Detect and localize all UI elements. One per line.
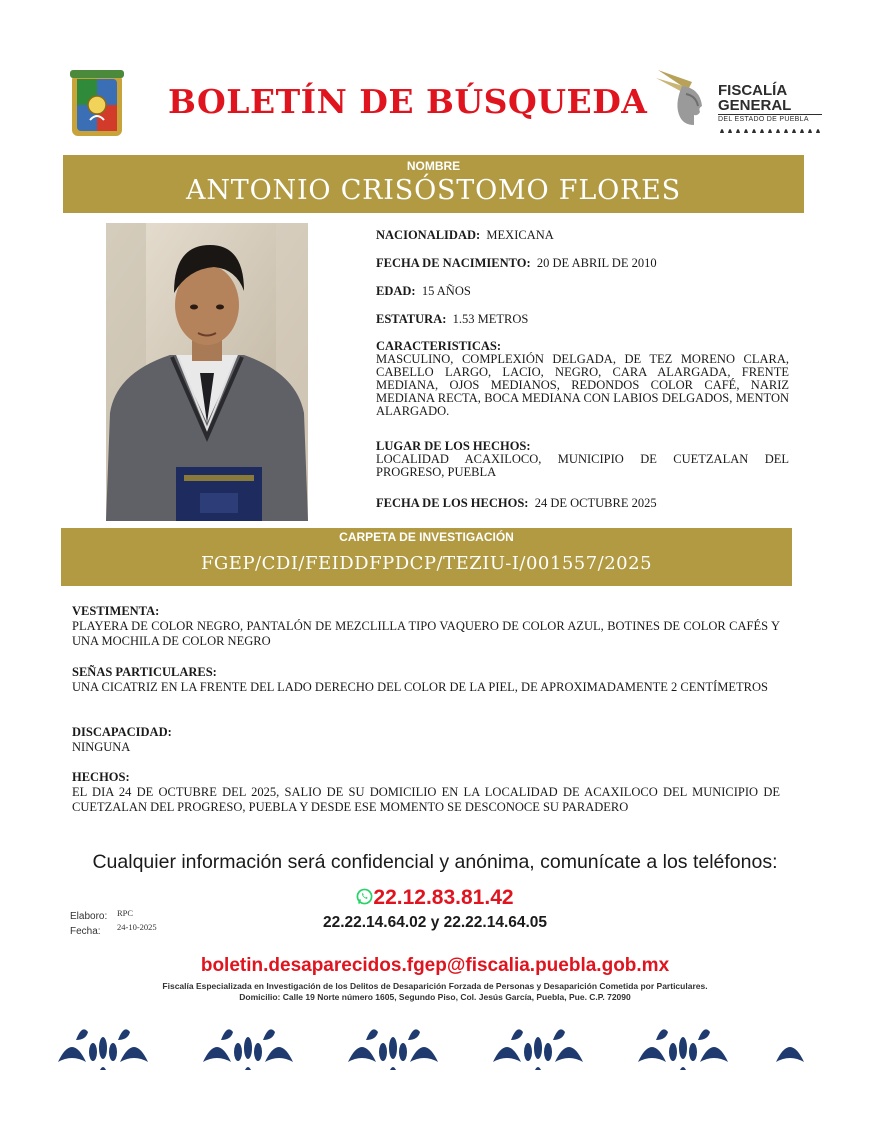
vestimenta-label: VESTIMENTA: bbox=[72, 604, 160, 618]
nacionalidad-value: MEXICANA bbox=[486, 228, 554, 242]
nacionalidad-label: NACIONALIDAD: bbox=[376, 228, 481, 242]
detail-caracteristicas bbox=[376, 340, 789, 418]
detail-lugar bbox=[376, 440, 789, 479]
detail-edad bbox=[376, 285, 789, 298]
footer-line2: Domicilio: Calle 19 Norte número 1605, Segundo Piso, Col. Jesús García, Puebla, Pue. C.P. 72090 bbox=[239, 992, 631, 1002]
talavera-ornament bbox=[56, 1022, 816, 1074]
fecha-value: 24-10-2025 bbox=[117, 922, 157, 932]
fecha-label: Fecha: bbox=[70, 926, 101, 937]
hechos-label: HECHOS: bbox=[72, 770, 130, 784]
vestimenta-value: PLAYERA DE COLOR NEGRO, PANTALÓN DE MEZCLILLA TIPO VAQUERO DE COLOR AZUL, BOTINES DE COLOR CAFÉS Y UNA MOCHILA DE COLOR NEGRO bbox=[72, 619, 780, 648]
caracteristicas-label: CARACTERISTICAS: bbox=[376, 339, 502, 353]
name-label: NOMBRE bbox=[406, 159, 461, 173]
section-vestimenta bbox=[72, 604, 780, 649]
name-band bbox=[63, 155, 804, 213]
detail-nacionalidad bbox=[376, 229, 789, 242]
carpeta-label: CARPETA DE INVESTIGACIÓN bbox=[339, 530, 514, 544]
logo-divider bbox=[718, 114, 822, 115]
main-phone[interactable] bbox=[0, 886, 870, 910]
contact-email[interactable]: boletin.desaparecidos.fgep@fiscalia.puebla.gob.mx bbox=[200, 955, 670, 976]
fiscalia-head-icon bbox=[652, 64, 716, 134]
fecha-nacimiento-value: 20 DE ABRIL DE 2010 bbox=[536, 256, 657, 270]
estatura-label: ESTATURA: bbox=[376, 312, 447, 326]
lugar-value: LOCALIDAD ACAXILOCO, MUNICIPIO DE CUETZALAN DEL PROGRESO, PUEBLA bbox=[376, 452, 789, 479]
section-discapacidad bbox=[72, 725, 780, 755]
logo-line1: FISCALÍA bbox=[718, 82, 788, 99]
logo-pattern-icon bbox=[718, 125, 822, 133]
fecha-nacimiento-label: FECHA DE NACIMIENTO: bbox=[376, 256, 531, 270]
detail-fecha-hechos bbox=[376, 497, 789, 510]
caracteristicas-value: MASCULINO, COMPLEXIÓN DELGADA, DE TEZ MORENO CLARA, CABELLO LARGO, LACIO, NEGRO, CARA ALARGADA, FRENTE MEDIANA, OJOS MEDIANOS, REDONDOS COLOR CAFÉ, NARIZ MEDIANA RECTA, BOCA MEDIANA CON LABIOS DELGADOS, MENTON ALARGADO. bbox=[376, 352, 789, 418]
main-phone-number: 22.12.83.81.42 bbox=[373, 886, 514, 909]
carpeta-number: FGEP/CDI/FEIDDFPDCP/TEZIU-I/001557/2025 bbox=[200, 553, 653, 574]
senas-label: SEÑAS PARTICULARES: bbox=[72, 665, 217, 679]
contact-intro: Cualquier información será confidencial y anónima, comunícate a los teléfonos: bbox=[92, 851, 778, 873]
section-hechos bbox=[72, 770, 780, 815]
logo-line2: GENERAL bbox=[718, 97, 792, 114]
detail-estatura bbox=[376, 313, 789, 326]
section-senas bbox=[72, 665, 780, 695]
discapacidad-value: NINGUNA bbox=[72, 740, 131, 754]
logo-line3: DEL ESTADO DE PUEBLA bbox=[718, 116, 809, 123]
footer-line1: Fiscalía Especializada en Investigación de los Delitos de Desaparición Forzada de Personas y Desaparición Cometida por Particulares. bbox=[162, 981, 708, 991]
estatura-value: 1.53 METROS bbox=[452, 312, 529, 326]
edad-label: EDAD: bbox=[376, 284, 416, 298]
elaboro-label: Elaboro: bbox=[70, 911, 108, 922]
edad-value: 15 AÑOS bbox=[421, 284, 471, 298]
discapacidad-label: DISCAPACIDAD: bbox=[72, 725, 172, 739]
alt-phones[interactable]: 22.22.14.64.02 y 22.22.14.64.05 bbox=[322, 914, 548, 931]
elaboro-value: RPC bbox=[117, 908, 134, 918]
missing-person-photo bbox=[106, 223, 308, 521]
missing-person-name: ANTONIO CRISÓSTOMO FLORES bbox=[186, 175, 681, 206]
whatsapp-icon bbox=[356, 888, 373, 905]
fecha-hechos-label: FECHA DE LOS HECHOS: bbox=[376, 496, 529, 510]
state-coat-of-arms bbox=[70, 70, 124, 140]
carpeta-band bbox=[61, 528, 792, 586]
detail-fecha-nacimiento bbox=[376, 257, 789, 270]
senas-value: UNA CICATRIZ EN LA FRENTE DEL LADO DERECHO DEL COLOR DE LA PIEL, DE APROXIMADAMENTE 2 CENTÍMETROS bbox=[72, 680, 768, 694]
page-title: BOLETÍN DE BÚSQUEDA bbox=[168, 82, 648, 121]
hechos-value: EL DIA 24 DE OCTUBRE DEL 2025, SALIO DE SU DOMICILIO EN LA LOCALIDAD DE ACAXILOCO DEL MUNICIPIO DE CUETZALAN DEL PROGRESO, PUEBLA Y DESDE ESE MOMENTO SE DESCONOCE SU PARADERO bbox=[72, 785, 780, 814]
fecha-hechos-value: 24 DE OCTUBRE 2025 bbox=[534, 496, 657, 510]
fiscalia-logo bbox=[652, 64, 832, 134]
lugar-label: LUGAR DE LOS HECHOS: bbox=[376, 439, 531, 453]
